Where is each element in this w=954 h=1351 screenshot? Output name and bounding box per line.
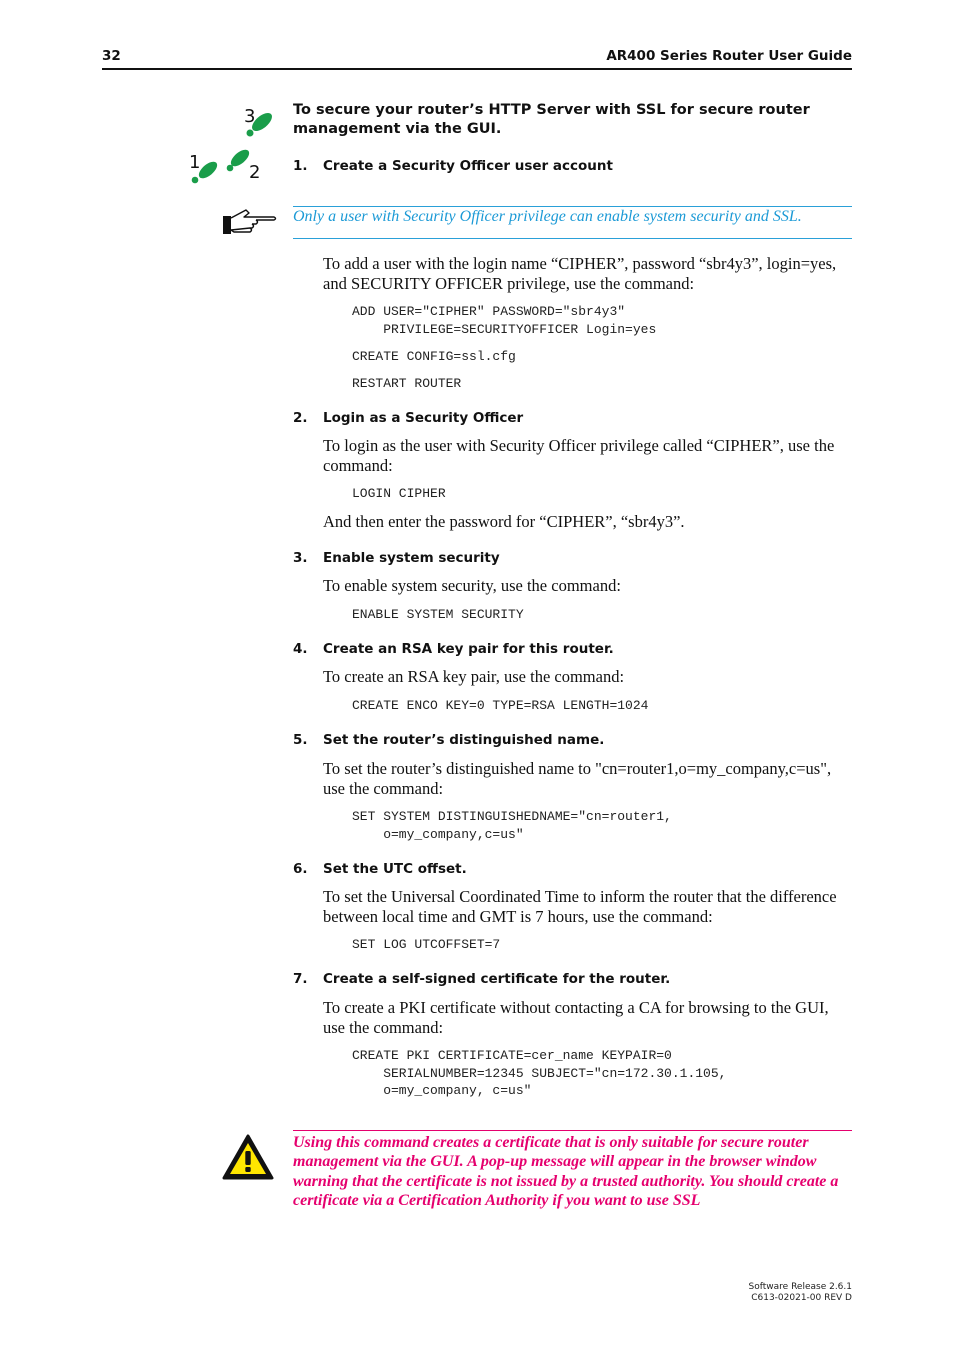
note-bottom-rule [293,238,852,239]
footer-doc-id: C613-02021-00 REV D [751,1293,852,1303]
step-number: 6. [293,861,308,877]
step-4-text: To create an RSA key pair, use the command: [323,667,625,686]
step-7-heading [293,971,670,987]
footer-release: Software Release 2.6.1 [748,1282,852,1292]
step-number: 7. [293,971,308,987]
step-6-code: SET LOG UTCOFFSET=7 [352,937,501,952]
warning-rule [293,1130,852,1131]
step-1-text: To add a user with the login name “CIPHER”, password “sbr4y3”, login=yes, and SECURITY OFFICER privilege, use the command: [323,254,837,293]
step-title: Create a Security Officer user account [323,158,613,174]
footstep-label-3: 3 [244,106,256,127]
step-1-code-add-user: ADD USER="CIPHER" PASSWORD="sbr4y3" PRIVILEGE=SECURITYOFFICER Login=yes [352,304,657,337]
step-number: 1. [293,158,308,174]
step-title: Enable system security [323,550,500,566]
step-title: Create an RSA key pair for this router. [323,641,614,657]
step-2-heading [293,410,523,426]
step-7-text: To create a PKI certificate without contacting a CA for browsing to the GUI, use the command: [323,998,829,1037]
step-number: 5. [293,732,308,748]
step-title: Set the router’s distinguished name. [323,732,605,748]
running-header-title: AR400 Series Router User Guide [606,48,852,64]
step-2-text-2: And then enter the password for “CIPHER”, “sbr4y3”. [323,512,685,531]
procedure-title: To secure your router’s HTTP Server with SSL for secure router management via the GUI. [293,102,810,137]
note-top-rule [293,206,852,207]
step-3-heading [293,550,500,566]
note-text: Only a user with Security Officer privilege can enable system security and SSL. [293,208,802,225]
warning-triangle-icon [222,1133,274,1181]
step-3-text: To enable system security, use the command: [323,576,621,595]
step-title: Set the UTC offset. [323,861,467,877]
step-6-heading [293,861,467,877]
footsteps-icon [186,100,278,186]
step-6-text: To set the Universal Coordinated Time to inform the router that the difference between local time and GMT is 7 hours, use the command: [323,887,837,926]
step-2-text: To login as the user with Security Officer privilege called “CIPHER”, use the command: [323,436,835,475]
step-title: Login as a Security Officer [323,410,524,426]
step-3-code: ENABLE SYSTEM SECURITY [352,607,524,622]
page-number: 32 [102,48,121,64]
step-number: 3. [293,550,308,566]
step-2-code-login: LOGIN CIPHER [352,486,446,501]
warning-text: Using this command creates a certificate that is only suitable for secure router management via the GUI. A pop-up message will appear in the browser window warning that the certificate is not issued by a trusted authority. You should create a certificate via a Certification Authority if you want to use SSL [293,1134,839,1209]
step-1-heading [293,158,613,174]
step-5-text: To set the router’s distinguished name to "cn=router1,o=my_company,c=us", use the command: [323,759,832,798]
pointing-hand-icon [222,206,278,236]
step-5-code: SET SYSTEM DISTINGUISHEDNAME="cn=router1, o=my_company,c=us" [352,809,672,842]
step-1-code-restart: RESTART ROUTER [352,376,462,391]
step-5-heading [293,732,604,748]
step-number: 4. [293,641,308,657]
footstep-label-2: 2 [249,162,261,183]
step-4-code: CREATE ENCO KEY=0 TYPE=RSA LENGTH=1024 [352,698,649,713]
footstep-label-1: 1 [189,152,201,173]
step-title: Create a self-signed certificate for the router. [323,971,671,987]
header-rule [102,68,852,70]
step-7-code: CREATE PKI CERTIFICATE=cer_name KEYPAIR=0 SERIALNUMBER=12345 SUBJECT="cn=172.30.1.105, o=my_company, c=us" [352,1048,727,1098]
step-1-code-create-config: CREATE CONFIG=ssl.cfg [352,349,516,364]
step-number: 2. [293,410,308,426]
step-4-heading [293,641,614,657]
